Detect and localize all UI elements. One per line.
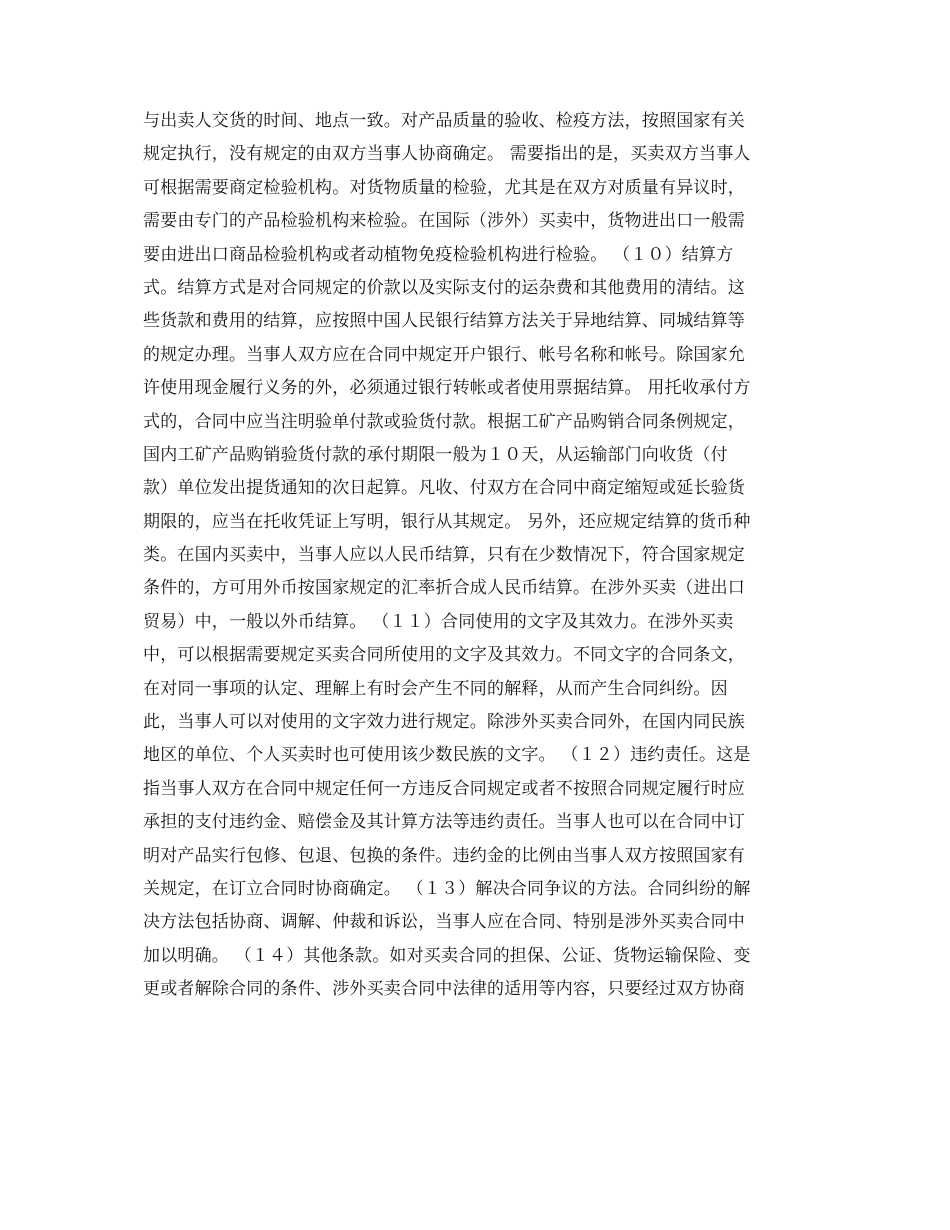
text-line-16: 贸易）中，一般以外币结算。 （１１）合同使用的文字及其效力。在涉外买卖 — [143, 611, 734, 632]
body-text — [143, 105, 823, 1007]
text-line-25: 决方法包括协商、调解、仲裁和诉讼，当事人应在合同、特别是涉外买卖合同中 — [143, 912, 745, 933]
text-line-3: 可根据需要商定检验机构。对货物质量的检验，尤其是在双方对质量有异议时， — [143, 177, 745, 198]
text-line-26: 加以明确。 （１４）其他条款。如对买卖合同的担保、公证、货物运输保险、变 — [143, 945, 751, 966]
text-line-14: 类。在国内买卖中，当事人应以人民币结算，只有在少数情况下，符合国家规定 — [143, 545, 745, 566]
text-line-21: 指当事人双方在合同中规定任何一方违反合同规定或者不按照合同规定履行时应 — [143, 778, 745, 799]
text-line-20: 地区的单位、个人买卖时也可使用该少数民族的文字。 （１２）违约责任。这是 — [143, 745, 751, 766]
text-line-22: 承担的支付违约金、赔偿金及其计算方法等违约责任。当事人也可以在合同中订 — [143, 812, 745, 833]
text-line-10: 式的，合同中应当注明验单付款或验货付款。根据工矿产品购销合同条例规定， — [143, 411, 745, 432]
text-line-17: 中，可以根据需要规定买卖合同所使用的文字及其效力。不同文字的合同条文， — [143, 645, 745, 666]
text-line-2: 规定执行，没有规定的由双方当事人协商确定。 需要指出的是，买卖双方当事人 — [143, 144, 751, 165]
text-line-18: 在对同一事项的认定、理解上有时会产生不同的解释，从而产生合同纠纷。因 — [143, 678, 728, 699]
text-line-6: 式。结算方式是对合同规定的价款以及实际支付的运杂费和其他费用的清结。这 — [143, 277, 745, 298]
text-line-15: 条件的，方可用外币按国家规定的汇率折合成人民币结算。在涉外买卖（进出口 — [143, 578, 745, 599]
text-line-5: 要由进出口商品检验机构或者动植物免疫检验机构进行检验。 （１０）结算方 — [143, 244, 734, 265]
text-line-27: 更或者解除合同的条件、涉外买卖合同中法律的适用等内容，只要经过双方协商 — [143, 979, 745, 1000]
text-line-9: 许使用现金履行义务的外，必须通过银行转帐或者使用票据结算。 用托收承付方 — [143, 378, 751, 399]
text-line-4: 需要由专门的产品检验机构来检验。在国际（涉外）买卖中，货物进出口一般需 — [143, 211, 745, 232]
text-line-19: 此，当事人可以对使用的文字效力进行规定。除涉外买卖合同外，在国内同民族 — [143, 712, 745, 733]
text-line-8: 的规定办理。当事人双方应在合同中规定开户银行、帐号名称和帐号。除国家允 — [143, 344, 745, 365]
text-line-1: 与出卖人交货的时间、地点一致。对产品质量的验收、检疫方法，按照国家有关 — [143, 111, 745, 131]
text-line-23: 明对产品实行包修、包退、包换的条件。违约金的比例由当事人双方按照国家有 — [143, 845, 745, 866]
text-line-11: 国内工矿产品购销验货付款的承付期限一般为１０天，从运输部门向收货（付 — [143, 444, 728, 465]
text-line-13: 期限的，应当在托收凭证上写明，银行从其规定。 另外，还应规定结算的货币种 — [143, 511, 751, 532]
text-line-7: 些货款和费用的结算，应按照中国人民银行结算方法关于异地结算、同城结算等 — [143, 311, 745, 332]
text-line-24: 关规定，在订立合同时协商确定。 （１３）解决合同争议的方法。合同纠纷的解 — [143, 878, 751, 899]
text-line-12: 款）单位发出提货通知的次日起算。凡收、付双方在合同中商定缩短或延长验货 — [143, 478, 745, 499]
